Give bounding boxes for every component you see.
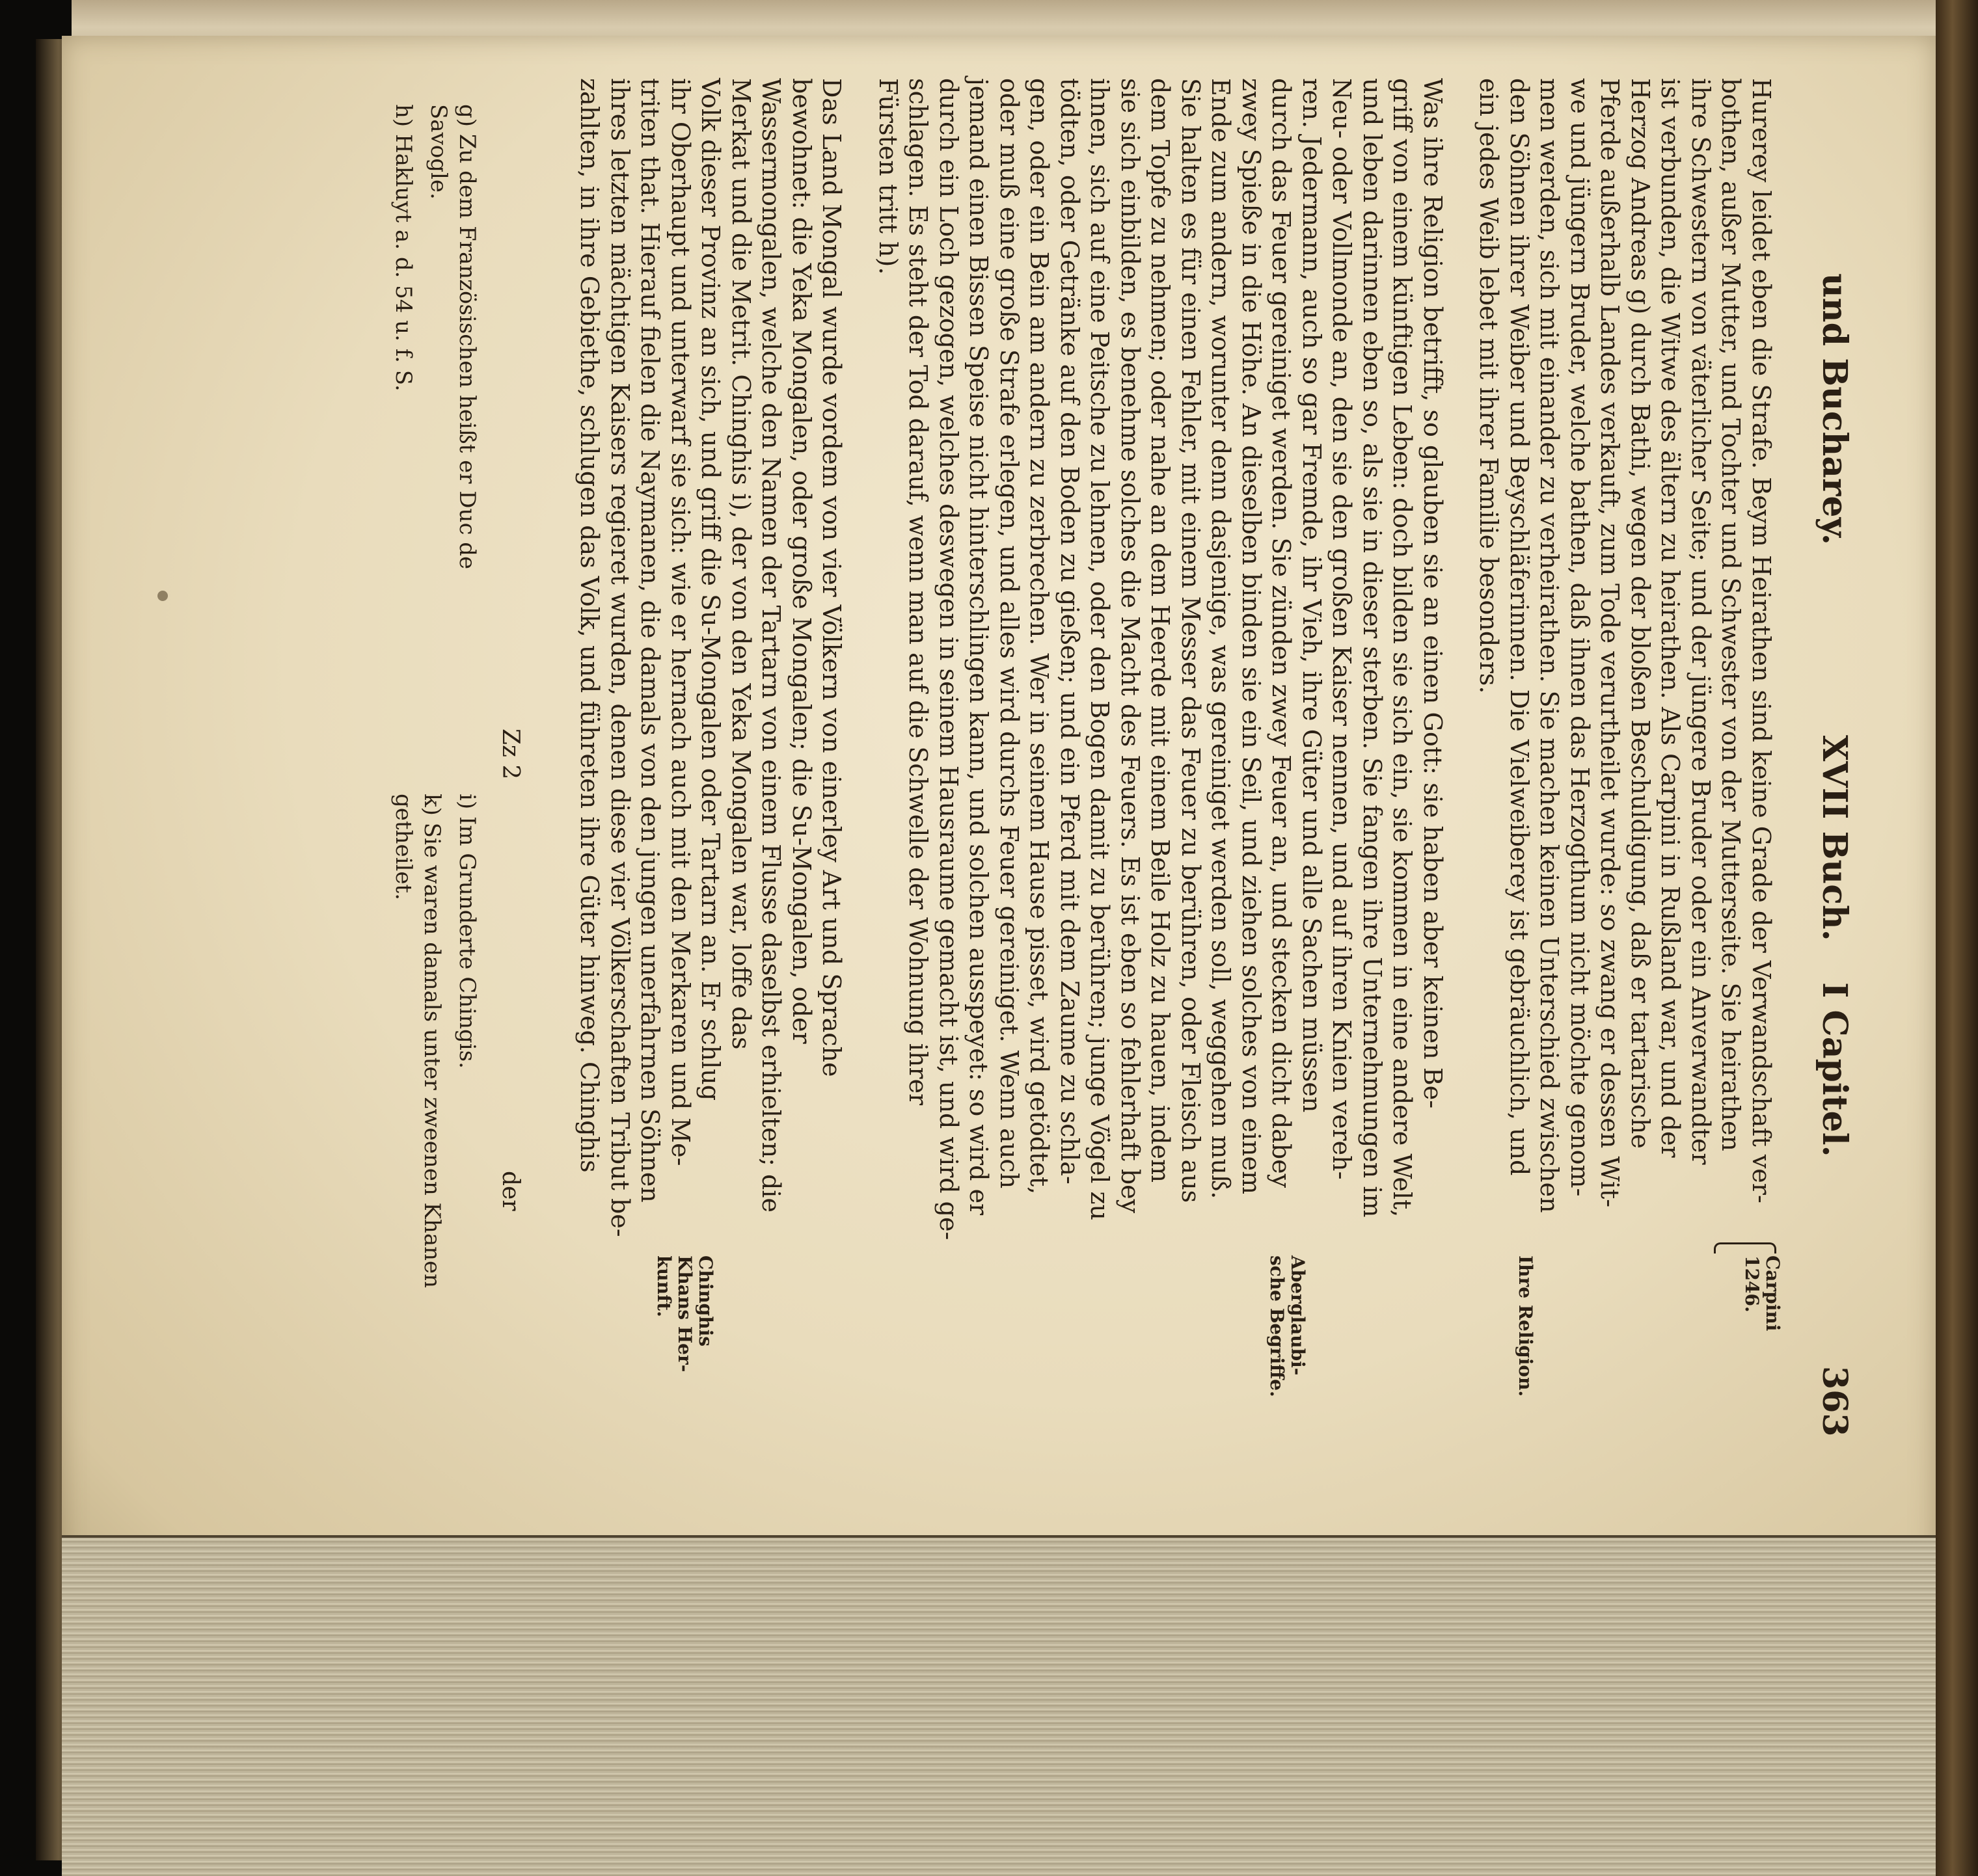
body-line: Fürsten tritt h). bbox=[874, 78, 902, 275]
body-line: ren. Jedermann, auch so gar Fremde, ihr Vieh, ihre Güter und alle Sachen müssen bbox=[1297, 78, 1326, 1113]
header-right: I Capitel. bbox=[1815, 982, 1854, 1157]
signature-mark: Zz 2 bbox=[497, 729, 524, 780]
margin-note-chinghis: Chinghis Khans Her- kunft. bbox=[653, 1255, 716, 1373]
body-line: gen, oder ein Bein am andern zu zerbrechen. Wer in seinem Hause pisset, wird getödtet, bbox=[1025, 78, 1054, 1195]
body-line: ihr Oberhaupt und unterwarf sie sich: wie er hernach auch mit den Merkaren und Me- bbox=[666, 78, 695, 1166]
rotated-text-page bbox=[150, 78, 1854, 1548]
body-line: jemand einen Bissen Speise nicht hinterschlingen kann, und solchen ausspeyet: so wird er bbox=[964, 78, 994, 1216]
body-line: den Söhnen ihrer Weiber und Beyschläferinnen. Die Vielweiberey ist gebräuchlich, und bbox=[1505, 78, 1534, 1176]
body-line: men werden, sich mit einander zu verheirathen. Sie machen keinen Unterschied zwischen bbox=[1535, 78, 1564, 1213]
brace-mark bbox=[1714, 1242, 1776, 1253]
body-line: we und jüngern Bruder, welche bathen, daß ihnen das Herzogthum nicht möchte genom- bbox=[1565, 78, 1594, 1197]
body-line: Was ihre Religion betrifft, so glauben sie an einen Gott: sie haben aber keinen Be- bbox=[1418, 78, 1447, 1109]
body-line: Wassermongalen, welche den Namen der Tartarn von einem Flusse daselbst erhielten; die bbox=[757, 78, 786, 1213]
body-line: Merkat und die Metrit. Chinghis i), der von den Yeka Mongalen war, loffe das bbox=[727, 78, 755, 1050]
body-line: bewohnet: die Yeka Mongalen, oder große Mongalen; die Su-Mongalen, oder bbox=[787, 78, 816, 1044]
running-header bbox=[1796, 78, 1854, 1548]
body-line: durch ein Loch gezogen, welches deswegen in seinem Hausraume gemacht ist, und wird ge- bbox=[934, 78, 963, 1240]
margin-note-religion: Ihre Religion. bbox=[1515, 1255, 1536, 1397]
body-line: triten that. Hierauf fielen die Naymanen, die damals von den jungen unerfahrnen Söhnen bbox=[636, 78, 665, 1203]
body-line: Hurerey leidet eben die Strafe. Beym Heirathen sind keine Grade der Verwandschaft ver- bbox=[1747, 78, 1776, 1203]
book-cover-edge bbox=[1936, 0, 1978, 1876]
body-line: durch das Feuer gereiniget werden. Sie zünden zwey Feuer an, und stecken dicht dabey bbox=[1267, 78, 1296, 1188]
body-line: Herzog Andreas g) durch Bathi, wegen der bloßen Beschuldigung, daß er tartarische bbox=[1626, 78, 1655, 1149]
footnote-k: k) Sie waren damals unter zweenen Khanen getheilet. bbox=[390, 794, 445, 1289]
body-line: Pferde außerhalb Landes verkauft, zum Tode verurtheilet wurde: so zwang er dessen Wit- bbox=[1595, 78, 1625, 1208]
body-line: zahlten, in ihre Gebiethe, schlugen das Volk, und führeten ihre Güter hinweg. Chinghis bbox=[575, 78, 604, 1173]
body-line: Das Land Mongal wurde vordem von vier Völkern von einerley Art und Sprache bbox=[817, 78, 847, 1077]
body-line: Neu- oder Vollmonde an, den sie den großen Kaiser nennen, und auf ihren Knien vereh- bbox=[1327, 78, 1357, 1180]
body-line: tödten, oder Getränke auf den Boden zu gießen; und ein Pferd mit dem Zaume zu schla- bbox=[1055, 78, 1084, 1185]
header-center: XVII Buch. bbox=[1815, 735, 1854, 941]
body-line: griff von einem künftigen Leben: doch bilden sie sich ein, sie kommen in eine andere Welt, bbox=[1388, 78, 1417, 1218]
page-number: 363 bbox=[1815, 1366, 1854, 1437]
body-line: ihre Schwestern von väterlicher Seite; und der jüngere Bruder oder ein Anverwandter bbox=[1687, 78, 1715, 1165]
footnote-h: h) Hakluyt a. d. 54 u. f. S. bbox=[390, 104, 416, 392]
body-line: ein jedes Weib lebet mit ihrer Familie besonders. bbox=[1474, 78, 1504, 694]
body-line: sie sich einbilden, es benehme solches die Macht des Feuers. Es ist eben so fehlerhaft bey bbox=[1116, 78, 1145, 1214]
body-line: ihres letzten mächtigen Kaisers regieret wurden, denen diese vier Völkerschaften Tribut be- bbox=[606, 78, 634, 1237]
body-line: Ende zum andern, worunter denn dasjenige, was gereiniget werden soll, weggehen muß. bbox=[1206, 78, 1236, 1199]
body-line: Sie halten es für einen Fehler, mit einem Messer das Feuer zu berühren, oder Fleisch aus bbox=[1176, 78, 1205, 1203]
paragraph-gap bbox=[1448, 78, 1474, 1236]
body-line: schlagen. Es steht der Tod darauf, wenn man auf die Schwelle der Wohnung ihrer bbox=[904, 78, 933, 1106]
margin-note-carpini: Carpini 1246. bbox=[1741, 1255, 1783, 1331]
footnote-g: g) Zu dem Französischen heißt er Duc de Savogle. bbox=[426, 104, 480, 570]
body-line: ihnen, sich auf eine Peitsche zu lehnen, oder den Bogen damit zu berühren; junge Vögel zu bbox=[1085, 78, 1115, 1221]
catchword: der bbox=[497, 1171, 524, 1211]
body-line: oder muß eine große Strafe erlegen, und alles wird durchs Feuer gereiniget. Wenn auch bbox=[995, 78, 1023, 1189]
body-line: zwey Spieße in die Höhe. An dieselben binden sie ein Seil, und ziehen solches von einem bbox=[1237, 78, 1266, 1195]
body-line: ist verbunden, die Witwe des ältern zu heirathen. Als Carpini in Rußland war, und der bbox=[1656, 78, 1685, 1158]
body-line: bothen, außer Mutter, und Tochter und Schwester von der Mutterseite. Sie heirathen bbox=[1716, 78, 1746, 1151]
header-left: und Bucharey. bbox=[1815, 273, 1854, 545]
footnote-i: i) Im Grunderte Chingis. bbox=[454, 794, 480, 1069]
page-block-edges bbox=[62, 1535, 1936, 1876]
body-line: dem Topfe zu nehmen; oder nahe an dem Heerde mit einem Beile Holz zu hauen, indem bbox=[1146, 78, 1175, 1183]
paragraph-gap bbox=[847, 78, 873, 1236]
body-text bbox=[575, 78, 1776, 1240]
body-line: und leben darinnen eben so, als sie in dieser sterben. Sie fangen ihre Unternehmungen im bbox=[1358, 78, 1387, 1218]
margin-note-aberglaube: Aberglaubi- sche Begriffe. bbox=[1266, 1255, 1308, 1397]
body-line: Volk dieser Provinz an sich, und griff die Su-Mongalen oder Tartarn an. Er schlug bbox=[696, 78, 725, 1101]
